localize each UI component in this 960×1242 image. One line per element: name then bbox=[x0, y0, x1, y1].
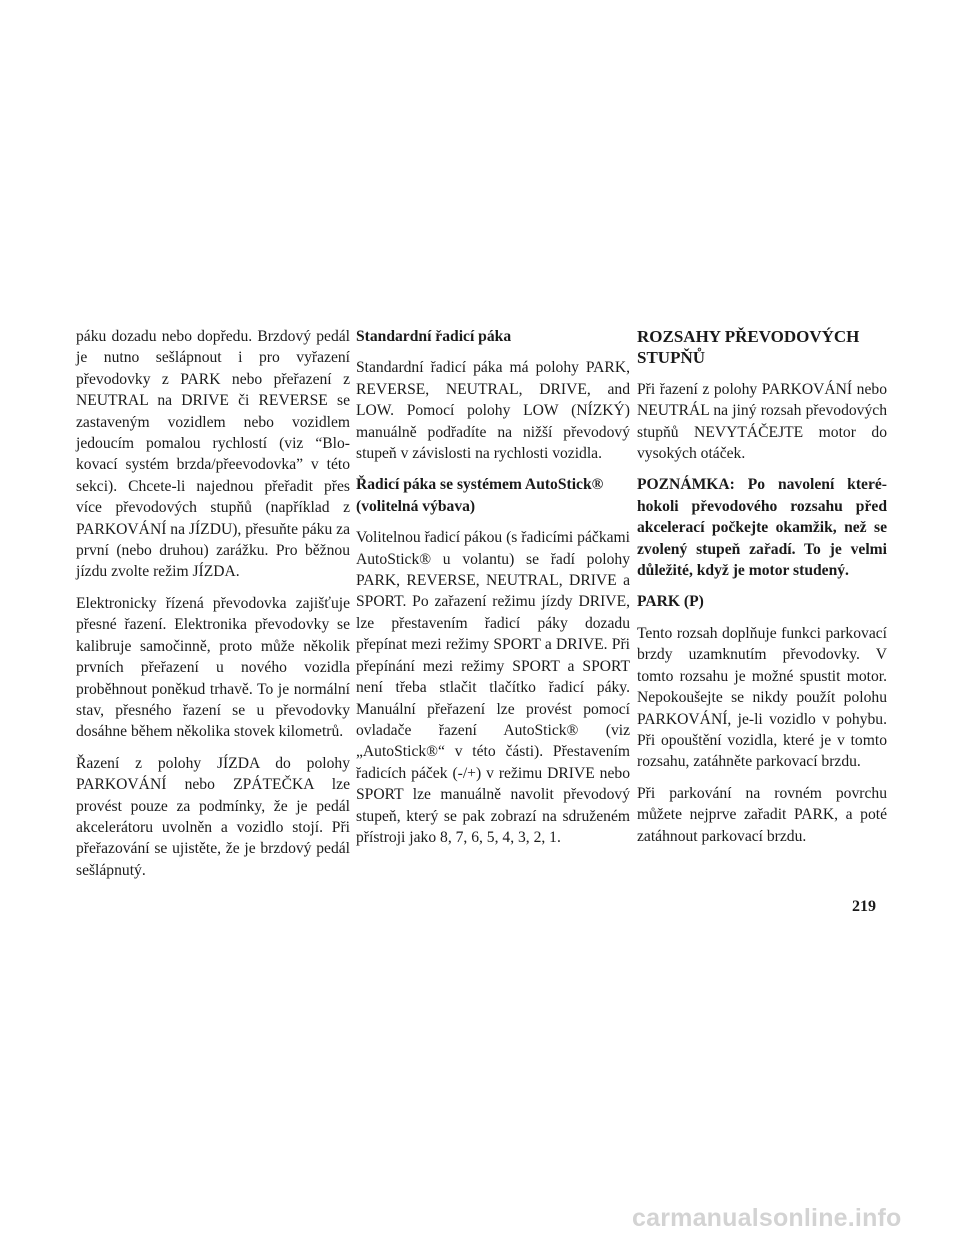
body-paragraph: Při řazení z polohy PARKOVÁNÍ nebo NEUTRÁL na jiný rozsah převodových stupňů NEVYTÁČEJTE motor do vysokých otáček. bbox=[637, 380, 887, 463]
text-column-left bbox=[76, 326, 350, 891]
body-paragraph: Řazení z polohy JÍZDA do polohy PARKOVÁNÍ nebo ZPÁTEČKA lze provést pouze za podmínky, že je pedál akcelerátoru uvolněn a vozidlo stojí. Při přeřazování se ujistěte, že je brzdový pedál sešlápnutý. bbox=[76, 754, 350, 879]
text-column-right bbox=[637, 326, 887, 857]
section-heading: Standardní řadicí páka bbox=[356, 328, 512, 345]
text-column-middle bbox=[356, 326, 630, 858]
body-paragraph: Standardní řadicí páka má polohy PARK, REVERSE, NEUTRAL, DRIVE, and LOW. Pomocí polohy LOW (NÍZKÝ) manuálně podřadíte na nižší převodový stupeň v závislosti na rychlosti vozidla. bbox=[356, 359, 630, 463]
body-paragraph: Elektronicky řízená převodovka zajišťuje přesné řazení. Elektronika převodovky se kalibruje samočinně, proto může několik prvních přeřazení u nového vozidla proběhnout poněkud trhavě. To je normální stav, přesného řazení se u převodovky dosáhne během několika stovek kilometrů. bbox=[76, 594, 350, 741]
section-heading: Řadicí páka se systémem AutoStick® (volitelná výbava) bbox=[356, 476, 604, 515]
page-number: 219 bbox=[852, 898, 876, 915]
body-paragraph: Volitelnou řadicí pákou (s řadicími páčkami AutoStick® u volantu) se řadí polohy PARK, REVERSE, NEUTRAL, DRIVE a SPORT. Po zařazení režimu jízdy DRIVE, lze přestavením řadicí páky dozadu přepínat mezi režimy SPORT a DRIVE. Při přepínání mezi režimy SPORT a SPORT není třeba stlačit tlačítko řadicí páky. Manuální přeřazení lze provést pomocí ovladače řazení AutoStick® (viz „AutoStick®“ v této části). Přestavením řadicích páček (-/+) v režimu DRIVE nebo SPORT lze manuálně navolit převodový stupeň, který se pak zobrazí na sdruženém přístroji jako 8, 7, 6, 5, 4, 3, 2, 1. bbox=[356, 529, 630, 846]
note-paragraph: POZNÁMKA: Po navolení kteréhokoli převodového rozsahu před akcelerací počkejte okamžik, než se zvolený stupeň zařadí. To je velmi důležité, když je motor studený. bbox=[637, 476, 887, 580]
body-paragraph: Tento rozsah doplňuje funkci parkovací brzdy uzamknutím převodovky. V tomto rozsahu je možné spustit motor. Nepokoušejte se nikdy použít polohu PARKOVÁNÍ, je-li vozidlo v pohybu. Při opouštění vozidla, které je v tomto rozsahu, zatáhněte parkovací brzdu. bbox=[637, 624, 887, 771]
body-paragraph: Při parkování na rovném povrchu můžete nejprve zařadit PARK, a poté zatáhnout parkovací brzdu. bbox=[637, 784, 887, 845]
section-heading: PARK (P) bbox=[637, 593, 704, 611]
watermark: carmanualsonline.info bbox=[632, 1204, 902, 1232]
body-paragraph: páku dozadu nebo dopředu. Brzdový pedál je nutno sešlápnout i pro vyřazení převodovky z PARK nebo přeřazení z NEUTRAL na DRIVE či REVERSE se zastaveným vozidlem nebo vozidlem jedoucím pomalou rychlostí (viz “Blokovací systém brzda/přeevodovka” v této sekci). Chcete-li najednou přeřadit přes více převodových stupňů (například z PARKOVÁNÍ na JÍZDU), přesuňte páku za první (nebo druhou) zarážku. Pro běžnou jízdu zvolte režim JÍZDA. bbox=[76, 328, 350, 581]
chapter-heading: ROZSAHY PŘEVODOVÝCH STUPŇŮ bbox=[637, 327, 860, 368]
